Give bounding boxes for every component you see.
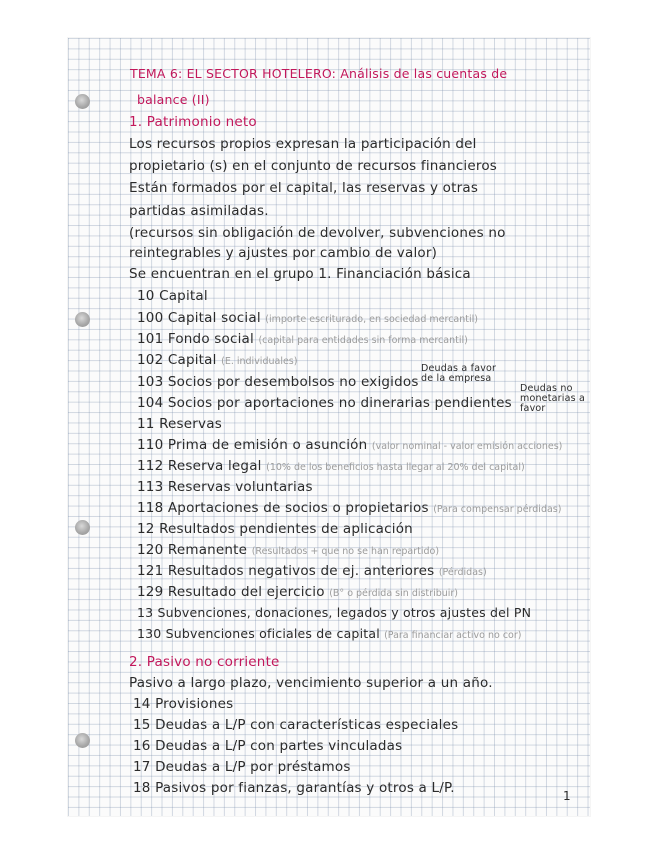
paragraph-line: Están formados por el capital, las reservas y otras (129, 180, 479, 196)
account-line (137, 521, 413, 537)
account-text: 129 Resultado del ejercicio (137, 584, 325, 600)
account-line (137, 584, 458, 602)
account-text: 112 Reserva legal (137, 458, 262, 474)
section-heading: 2. Pasivo no corriente (129, 654, 280, 670)
paragraph-line: Los recursos propios expresan la participación del (129, 136, 477, 152)
bracket-note-104: Deudas no monetarias a favor (520, 383, 586, 414)
account-text: 103 Socios por desembolsos no exigidos (137, 374, 419, 390)
account-text: 120 Remanente (137, 542, 248, 558)
account-line (137, 352, 297, 370)
account-line (137, 331, 468, 349)
page-number: 1 (563, 789, 571, 803)
account-text: 13 Subvenciones, donaciones, legados y otros ajustes del PN (137, 605, 532, 620)
account-line: 15 Deudas a L/P con características especiales (133, 717, 459, 733)
account-note: (capital para entidades sin forma mercantil) (258, 335, 468, 346)
account-line (137, 395, 512, 411)
binder-hole (75, 94, 90, 109)
account-line (137, 437, 562, 455)
account-text: 12 Resultados pendientes de aplicación (137, 521, 413, 537)
account-line (137, 374, 419, 390)
account-note: (E. individuales) (221, 356, 298, 367)
bracket-note-103: Deudas a favor de la empresa (421, 363, 497, 384)
account-line: 17 Deudas a L/P por préstamos (133, 759, 351, 775)
paragraph-line: Se encuentran en el grupo 1. Financiación básica (129, 266, 471, 282)
account-line (137, 288, 208, 304)
account-note: (Para financiar activo no cor) (384, 630, 522, 641)
binder-hole (75, 520, 90, 535)
account-line (137, 479, 313, 495)
page-title-line-2: balance (II) (137, 92, 210, 107)
account-note: (importe escriturado, en sociedad mercantil) (265, 314, 478, 325)
account-text: 100 Capital social (137, 310, 261, 326)
account-line (137, 542, 439, 560)
page-title-line-1: TEMA 6: EL SECTOR HOTELERO: Análisis de las cuentas de (130, 66, 508, 81)
account-line (137, 458, 525, 476)
account-line: 18 Pasivos por fianzas, garantías y otros a L/P. (133, 780, 455, 796)
account-text: 121 Resultados negativos de ej. anteriores (137, 563, 435, 579)
paragraph-line: propietario (s) en el conjunto de recursos financieros (129, 158, 498, 174)
account-text: 11 Reservas (137, 416, 222, 432)
account-note: (Para compensar pérdidas) (433, 504, 562, 515)
paragraph-line: Pasivo a largo plazo, vencimiento superior a un año. (129, 675, 493, 691)
account-note: (Resultados + que no se han repartido) (251, 546, 440, 557)
account-line (137, 626, 521, 644)
account-line (137, 605, 531, 621)
binder-hole (75, 312, 90, 327)
paragraph-line: partidas asimiladas. (129, 203, 269, 219)
account-line (137, 500, 561, 518)
account-text: 10 Capital (137, 288, 208, 304)
binder-hole (75, 733, 90, 748)
account-text: 104 Socios por aportaciones no dinerarias pendientes (137, 395, 512, 411)
account-text: 101 Fondo social (137, 331, 254, 347)
account-line (137, 563, 487, 581)
account-line: 14 Provisiones (133, 696, 234, 712)
account-text: 110 Prima de emisión o asunción (137, 437, 368, 453)
account-line (137, 310, 478, 328)
account-note: (Pérdidas) (438, 567, 487, 578)
paragraph-line: (recursos sin obligación de devolver, subvenciones no (129, 225, 506, 241)
account-note: (B° o pérdida sin distribuir) (329, 588, 459, 599)
section-heading: 1. Patrimonio neto (129, 114, 257, 130)
account-text: 130 Subvenciones oficiales de capital (137, 626, 380, 641)
account-line: 16 Deudas a L/P con partes vinculadas (133, 738, 403, 754)
paragraph-line: reintegrables y ajustes por cambio de valor) (129, 245, 438, 261)
account-note: (10% de los beneficios hasta llegar al 20% del capital) (266, 462, 525, 473)
account-note: (valor nominal - valor emisión acciones) (371, 441, 563, 452)
account-line (137, 416, 222, 432)
account-text: 118 Aportaciones de socios o propietarios (137, 500, 429, 516)
account-text: 102 Capital (137, 352, 217, 368)
account-text: 113 Reservas voluntarias (137, 479, 313, 495)
